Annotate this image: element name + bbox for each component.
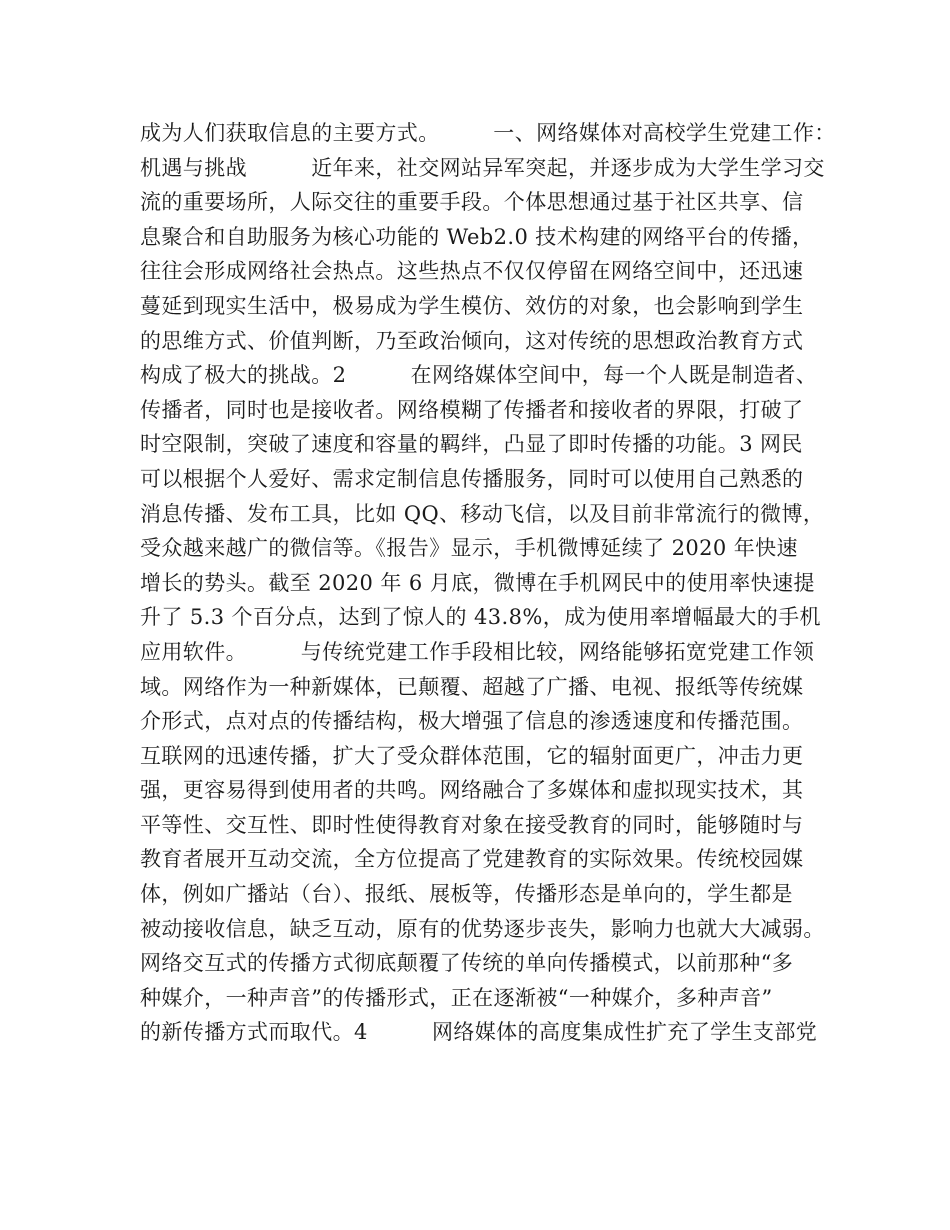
- text-line: 消息传播、发布工具，比如 QQ、移动飞信，以及目前非常流行的微博，: [140, 501, 825, 526]
- text-line: 升了 5.3 个百分点，达到了惊人的 43.8%，成为使用率增幅最大的手机: [140, 605, 821, 630]
- text-line: 网络交互式的传播方式彻底颠覆了传统的单向传播模式，以前那种“多: [140, 951, 794, 976]
- text-line: 时空限制，突破了速度和容量的羁绊，凸显了即时传播的功能。3 网民: [140, 432, 803, 457]
- text-line: 教育者展开互动交流，全方位提高了党建教育的实际效果。传统校园媒: [140, 847, 804, 872]
- text-line: 的思维方式、价值判断，乃至政治倾向，这对传统的思想政治教育方式: [140, 328, 804, 353]
- text-line: 的新传播方式而取代。4 网络媒体的高度集成性扩充了学生支部党: [140, 1020, 818, 1045]
- text-line: 传播者，同时也是接收者。网络模糊了传播者和接收者的界限，打破了: [140, 397, 804, 422]
- text-line: 介形式，点对点的传播结构，极大增强了信息的渗透速度和传播范围。: [140, 709, 804, 734]
- text-line: 体，例如广播站（台）、报纸、展板等，传播形态是单向的，学生都是: [140, 882, 793, 907]
- text-line: 互联网的迅速传播，扩大了受众群体范围，它的辐射面更广，冲击力更: [140, 743, 804, 768]
- text-line: 平等性、交互性、即时性使得教育对象在接受教育的同时，能够随时与: [140, 812, 804, 837]
- text-line: 息聚合和自助服务为核心功能的 Web2.0 技术构建的网络平台的传播，: [140, 224, 814, 249]
- body-text: [140, 116, 836, 1050]
- text-line: 流的重要场所，人际交往的重要手段。个体思想通过基于社区共享、信: [140, 190, 804, 215]
- text-line: 增长的势头。截至 2020 年 6 月底，微博在手机网民中的使用率快速提: [140, 570, 815, 595]
- text-line: 可以根据个人爱好、需求定制信息传播服务，同时可以使用自己熟悉的: [140, 466, 804, 491]
- text-line: 种媒介，一种声音”的传播形式，正在逐渐被“一种媒介，多种声音”: [140, 985, 773, 1010]
- text-line: 蔓延到现实生活中，极易成为学生模仿、效仿的对象，也会影响到学生: [140, 293, 804, 318]
- text-line: 应用软件。 与传统党建工作手段相比较，网络能够拓宽党建工作领: [140, 639, 815, 664]
- text-line: 构成了极大的挑战。2 在网络媒体空间中，每一个人既是制造者、: [140, 363, 818, 388]
- text-line: 被动接收信息，缺乏互动，原有的优势逐步丧失，影响力也就大大减弱。: [140, 916, 825, 941]
- text-line: 域。网络作为一种新媒体，已颠覆、超越了广播、电视、报纸等传统媒: [140, 674, 804, 699]
- text-line: 往往会形成网络社会热点。这些热点不仅仅停留在网络空间中，还迅速: [140, 259, 804, 284]
- text-line: 机遇与挑战 近年来，社交网站异军突起，并逐步成为大学生学习交: [140, 155, 825, 180]
- text-line: 强，更容易得到使用者的共鸣。网络融合了多媒体和虚拟现实技术，其: [140, 778, 804, 803]
- text-line: 成为人们获取信息的主要方式。 一、网络媒体对高校学生党建工作：: [140, 121, 836, 145]
- text-line: 受众越来越广的微信等。《报告》显示，手机微博延续了 2020 年快速: [140, 536, 798, 561]
